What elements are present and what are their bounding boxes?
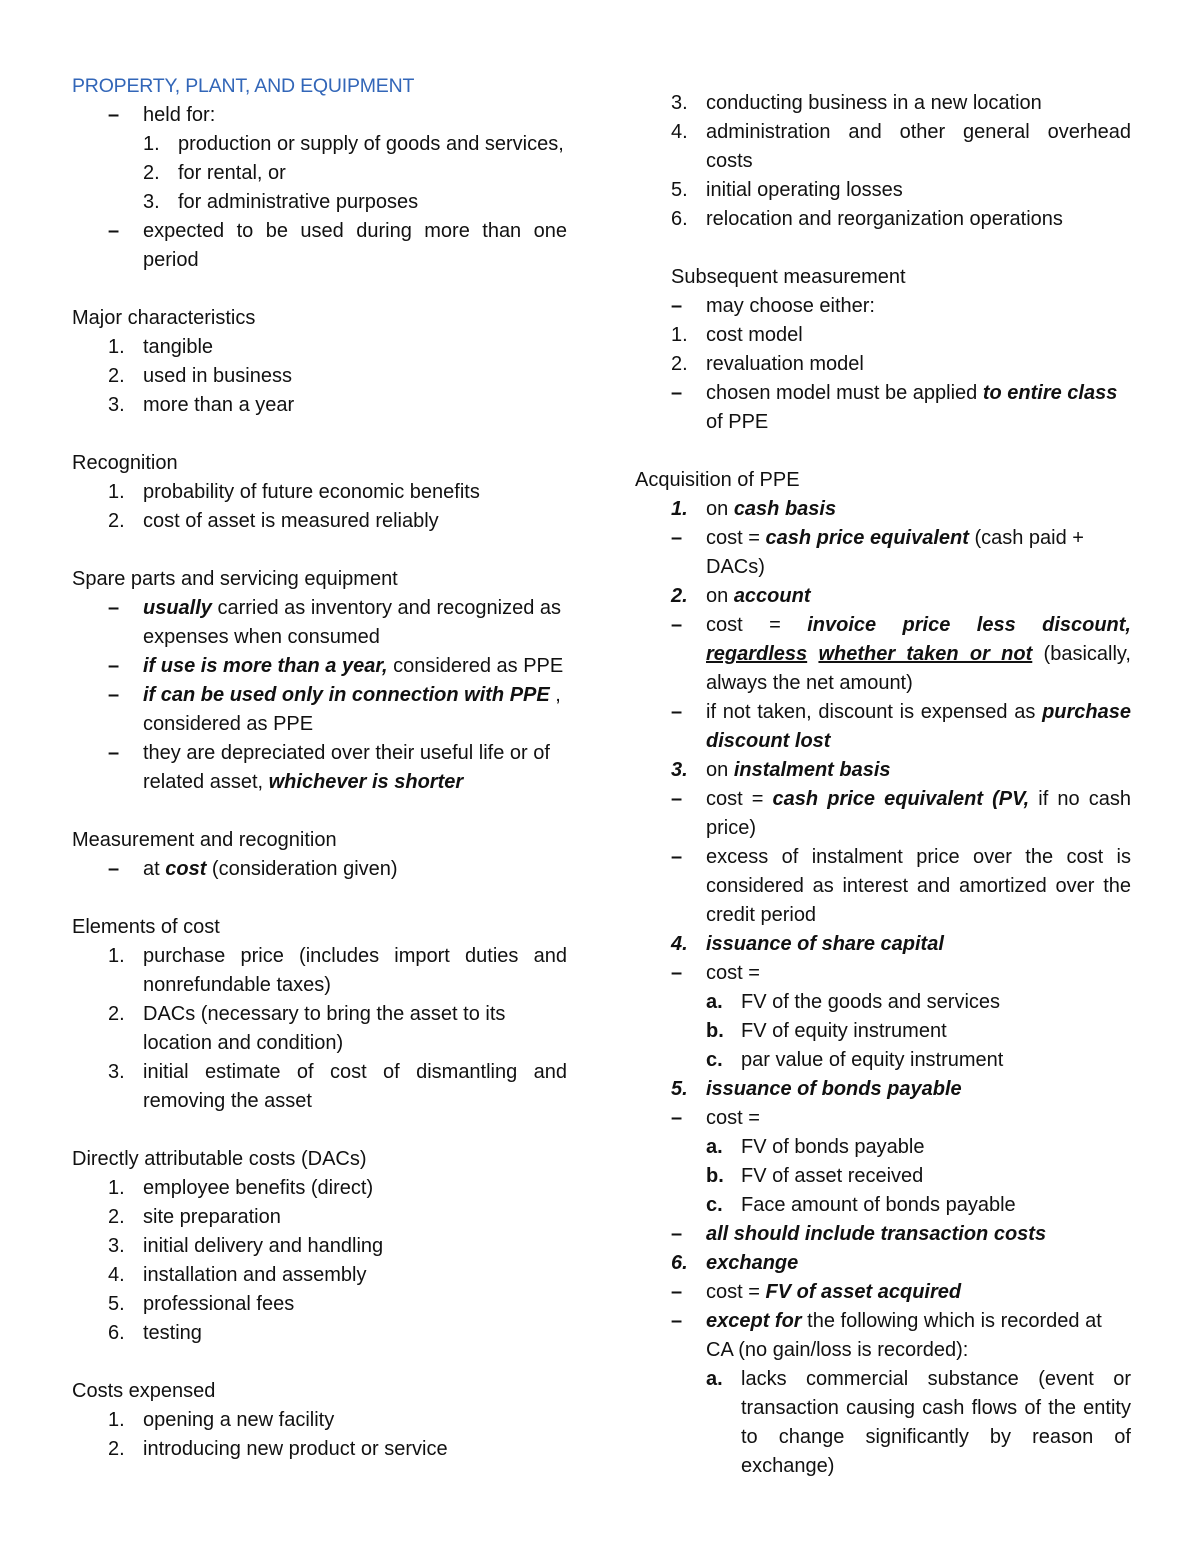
list-item [72, 1058, 567, 1116]
list-item [72, 101, 567, 130]
section-heading: Elements of cost [72, 916, 220, 938]
list-item-text: probability of future economic benefits [143, 481, 480, 503]
page-title: PROPERTY, PLANT, AND EQUIPMENT [72, 75, 415, 97]
list-letter: c. [706, 1049, 723, 1071]
list-number: 1. [108, 481, 125, 503]
list-item-text: installation and assembly [143, 1264, 367, 1286]
emphasis-text: if use is more than a year, [143, 655, 388, 677]
list-item-text: cost = [706, 962, 760, 984]
list-item [72, 855, 567, 884]
list-item [72, 217, 567, 275]
right-column [635, 89, 1131, 1481]
dash-bullet: – [671, 295, 683, 317]
list-item [635, 1017, 1131, 1046]
section-heading: Major characteristics [72, 307, 256, 329]
list-number: 4. [108, 1264, 125, 1286]
list-item-text: (basically, always the net amount) [706, 643, 1131, 694]
list-item-text: considered as PPE [387, 655, 564, 677]
list-number: 1. [671, 498, 688, 520]
list-item [635, 756, 1131, 785]
list-item [635, 118, 1131, 176]
list-number: 1. [108, 336, 125, 358]
list-item-text: at [143, 858, 166, 880]
list-item [635, 1075, 1131, 1104]
list-number: 2. [671, 353, 688, 375]
list-item [72, 333, 567, 362]
list-item [635, 350, 1131, 379]
list-item-text: revaluation model [706, 353, 864, 375]
list-item-text: if no cash price) [706, 788, 1131, 839]
list-item [635, 1133, 1131, 1162]
emphasis-text: to entire class [982, 382, 1118, 404]
list-item [635, 930, 1131, 959]
list-number: 2. [108, 1003, 125, 1025]
list-item [635, 321, 1131, 350]
list-number: 2. [671, 585, 688, 607]
list-item [635, 1278, 1131, 1307]
list-item-text: used in business [143, 365, 292, 387]
list-item-text: carried as inventory and recognized as expenses when consumed [143, 597, 562, 648]
list-item [635, 1220, 1131, 1249]
list-item [635, 1191, 1131, 1220]
list-number: 1. [143, 133, 160, 155]
list-item [72, 159, 567, 188]
dash-bullet: – [108, 684, 120, 706]
emphasis-text: invoice price less discount, [807, 614, 1131, 636]
list-item-text: administration and other general overhead costs [706, 121, 1131, 172]
emphasis-text: whichever is shorter [268, 771, 464, 793]
list-item-text: FV of the goods and services [741, 991, 1001, 1013]
list-item-text: conducting business in a new location [706, 92, 1042, 114]
list-item-text: for rental, or [178, 162, 286, 184]
list-item [635, 1104, 1131, 1133]
list-item [72, 681, 567, 739]
list-item-text: professional fees [143, 1293, 295, 1315]
dash-bullet: – [671, 846, 683, 868]
list-number: 5. [671, 1078, 688, 1100]
list-item-text: site preparation [143, 1206, 281, 1228]
list-item [72, 739, 567, 797]
list-item [72, 1203, 567, 1232]
list-item [635, 1365, 1131, 1481]
list-number: 4. [671, 933, 688, 955]
list-item-text: purchase price (includes import duties and nonrefundable taxes) [143, 945, 567, 996]
list-item [72, 942, 567, 1000]
list-item [72, 1435, 567, 1464]
list-number: 5. [671, 179, 688, 201]
list-letter: b. [706, 1020, 724, 1042]
list-item [72, 1290, 567, 1319]
list-item [635, 205, 1131, 234]
list-item-text: they are depreciated over their useful life or of related asset, [143, 742, 550, 793]
list-item [635, 959, 1131, 988]
dash-bullet: – [671, 962, 683, 984]
list-item-text: may choose either: [706, 295, 875, 317]
list-item-text: initial delivery and handling [143, 1235, 384, 1257]
dash-bullet: – [671, 788, 683, 810]
list-item [635, 611, 1131, 698]
list-item-text: initial operating losses [706, 179, 903, 201]
list-item [635, 524, 1131, 582]
list-item-text: FV of bonds payable [741, 1136, 925, 1158]
list-item-text: on [706, 498, 734, 520]
dash-bullet: – [671, 1310, 683, 1332]
list-item [635, 1046, 1131, 1075]
emphasis-text: purchase discount lost [706, 701, 1131, 752]
list-item-text: for administrative purposes [178, 191, 419, 213]
list-letter: c. [706, 1194, 723, 1216]
emphasis-text: issuance of bonds payable [706, 1078, 962, 1100]
list-item-text: expected to be used during more than one period [143, 220, 567, 271]
list-item [72, 478, 567, 507]
list-item-text: FV of asset received [741, 1165, 924, 1187]
list-number: 2. [108, 510, 125, 532]
list-item-text: if not taken, discount is expensed as [706, 701, 1043, 723]
emphasis-text: cash price equivalent [765, 527, 969, 549]
list-item-text: opening a new facility [143, 1409, 335, 1431]
list-item [635, 1307, 1131, 1365]
section-heading: Recognition [72, 452, 178, 474]
emphasis-text: except for [706, 1310, 802, 1332]
list-item [635, 1249, 1131, 1278]
list-item-text: production or supply of goods and services, [178, 133, 564, 155]
list-item-text: initial estimate of cost of dismantling and removing the asset [143, 1061, 567, 1112]
list-item [72, 1319, 567, 1348]
list-number: 3. [143, 191, 160, 213]
list-item [635, 89, 1131, 118]
section-heading: Acquisition of PPE [635, 469, 800, 491]
list-item [635, 785, 1131, 843]
list-number: 3. [108, 1061, 125, 1083]
list-item-text: tangible [143, 336, 214, 358]
list-number: 5. [108, 1293, 125, 1315]
underlined-text: whether taken or not [818, 643, 1033, 665]
emphasis-text: issuance of share capital [706, 933, 944, 955]
list-letter: a. [706, 991, 723, 1013]
section-heading: Directly attributable costs (DACs) [72, 1148, 367, 1170]
list-number: 3. [108, 1235, 125, 1257]
list-letter: a. [706, 1368, 723, 1390]
list-number: 6. [671, 208, 688, 230]
dash-bullet: – [108, 220, 120, 242]
list-item-text: (consideration given) [206, 858, 398, 880]
list-number: 2. [108, 1438, 125, 1460]
dash-bullet: – [671, 527, 683, 549]
list-item-text: relocation and reorganization operations [706, 208, 1063, 230]
list-number: 1. [671, 324, 688, 346]
list-item-text: held for: [143, 104, 216, 126]
list-item-text: introducing new product or service [143, 1438, 448, 1460]
list-item-text: Face amount of bonds payable [741, 1194, 1016, 1216]
list-number: 4. [671, 121, 688, 143]
list-item [635, 843, 1131, 930]
list-number: 6. [108, 1322, 125, 1344]
dash-bullet: – [108, 597, 120, 619]
list-item [72, 130, 567, 159]
section-heading: Subsequent measurement [671, 266, 906, 288]
emphasis-text: if can be used only in connection with PPE [143, 684, 550, 706]
list-item [635, 698, 1131, 756]
section-heading: Spare parts and servicing equipment [72, 568, 398, 590]
list-item-text: FV of equity instrument [741, 1020, 947, 1042]
dash-bullet: – [671, 1281, 683, 1303]
dash-bullet: – [671, 1223, 683, 1245]
emphasis-text: instalment basis [733, 759, 891, 781]
list-number: 3. [108, 394, 125, 416]
list-item-text: cost = [706, 614, 808, 636]
list-item [72, 1232, 567, 1261]
list-number: 2. [108, 365, 125, 387]
dash-bullet: – [671, 614, 683, 636]
dash-bullet: – [108, 104, 120, 126]
emphasis-text: cash basis [733, 498, 837, 520]
space-text [807, 643, 818, 665]
list-item-text: excess of instalment price over the cost is considered as interest and amortized over the credit period [706, 846, 1131, 926]
list-number: 1. [108, 945, 125, 967]
list-item-text: , considered as PPE [143, 684, 561, 735]
list-item [635, 1162, 1131, 1191]
list-item-text: lacks commercial substance (event or transaction causing cash flows of the entity to change significantly by reason of exchange) [741, 1368, 1131, 1477]
list-item-text: employee benefits (direct) [143, 1177, 374, 1199]
list-item [72, 1261, 567, 1290]
emphasis-text: exchange [706, 1252, 799, 1274]
dash-bullet: – [108, 742, 120, 764]
emphasis-text: all should include transaction costs [706, 1223, 1047, 1245]
list-item-text: on [706, 759, 734, 781]
list-number: 2. [108, 1206, 125, 1228]
dash-bullet: – [108, 655, 120, 677]
list-number: 3. [671, 92, 688, 114]
list-item [72, 391, 567, 420]
list-item-text: on [706, 585, 734, 607]
list-item [635, 292, 1131, 321]
emphasis-text: FV of asset acquired [765, 1281, 962, 1303]
underlined-text: regardless [706, 643, 808, 665]
list-letter: b. [706, 1165, 724, 1187]
list-item-text: cost = [706, 527, 766, 549]
list-item [635, 582, 1131, 611]
list-item-text: cost model [706, 324, 803, 346]
list-item [72, 1174, 567, 1203]
list-number: 6. [671, 1252, 688, 1274]
emphasis-text: cost [165, 858, 207, 880]
list-item-text: the following which is recorded at CA (no gain/loss is recorded): [706, 1310, 1102, 1361]
list-item-text: cost of asset is measured reliably [143, 510, 439, 532]
list-item-text: chosen model must be applied [706, 382, 983, 404]
dash-bullet: – [671, 1107, 683, 1129]
list-item [635, 988, 1131, 1017]
list-item [635, 176, 1131, 205]
list-number: 1. [108, 1177, 125, 1199]
list-item-text: DACs (necessary to bring the asset to its location and condition) [143, 1003, 506, 1054]
list-item-text: of PPE [706, 411, 769, 433]
list-item [72, 507, 567, 536]
list-item-text: cost = [706, 1107, 760, 1129]
emphasis-text: cash price equivalent (PV, [772, 788, 1030, 810]
list-item-text: more than a year [143, 394, 295, 416]
list-number: 2. [143, 162, 160, 184]
list-item-text: (cash paid + DACs) [706, 527, 1084, 578]
list-item [72, 1000, 567, 1058]
emphasis-text: usually [143, 597, 212, 619]
list-item-text: cost = [706, 788, 773, 810]
list-item [72, 362, 567, 391]
list-item-text: testing [143, 1322, 202, 1344]
dash-bullet: – [108, 858, 120, 880]
list-number: 3. [671, 759, 688, 781]
list-number: 1. [108, 1409, 125, 1431]
list-item [72, 652, 567, 681]
list-item-text: cost = [706, 1281, 766, 1303]
list-item [635, 495, 1131, 524]
emphasis-text: account [733, 585, 811, 607]
dash-bullet: – [671, 382, 683, 404]
list-letter: a. [706, 1136, 723, 1158]
dash-bullet: – [671, 701, 683, 723]
section-heading: Costs expensed [72, 1380, 216, 1402]
list-item [635, 379, 1131, 437]
left-column [72, 72, 567, 1464]
list-item [72, 188, 567, 217]
list-item [72, 1406, 567, 1435]
list-item-text: par value of equity instrument [741, 1049, 1004, 1071]
list-item [72, 594, 567, 652]
section-heading: Measurement and recognition [72, 829, 337, 851]
